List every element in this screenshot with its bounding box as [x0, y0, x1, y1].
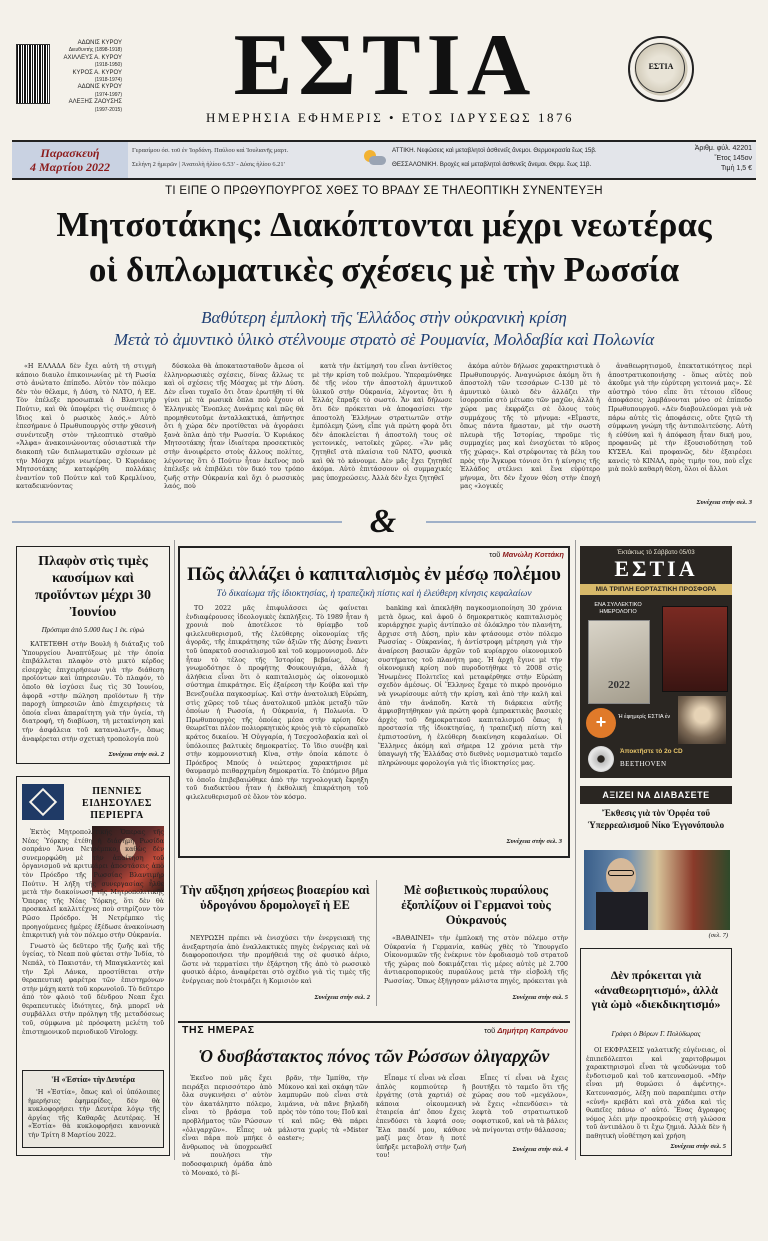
issue-number: Ἀριθμ. φύλ. 42201	[694, 145, 752, 152]
center-text-1: ΤΟ 2022 μᾶς ἐπιφυλάσσει ὡς φαίνεται ἐνδιαφέρουσες ἰδεολογικὲς ἐκπλήξεις. Τὸ 1989 ἦταν ἡ χρονιὰ ποὺ ἀποτέλεσε τὸ θρίαμβο τοῦ φιλελευθερισμοῦ, τῆς ἐλεύθερης οἰκονομίας τῆς ἀγορᾶς, τῆς ἐπικράτησης τῶν ἀξιῶν τῆς Δύσης ἔναντι τοῦ ὑπαρκτοῦ σοσιαλισμοῦ καὶ τοῦ κομμουνισμοῦ. Δὲν ἦταν τὸ τέλος τῆς Ἱστορίας βεβαίως, ὅπως γνωμοδότησε ὁ προφήτης Φουκουγιάμα, ἀλλὰ ἡ ἀλήθεια εἶναι ὅτι ὁ καπιταλισμὸς ὡς οἰκονομικὸ σύστημα ἐπικράτησε. Εἰς ἐξαίρεση τὴν Κούβα καὶ τὴν Βενεζουέλα παγκοσμίως. Καὶ στὴν ἀνατολικὴ Εὐρώπη, στὶς χῶρες τοῦ τέως ἀνατολικοῦ μπλὸκ μεταξὺ τῶν ὁποίων ἡ Ρωσσία, ἡ Οὐκρανία, ἡ Πολωνία. Ὁ Πρωθυπουργὸς τῆς ὁποίας μέσα στὴν κρίση δὲν θεωρεῖται πλέον πολιορκητικὸς κριὸς γιὰ τὸ εὐρωπαϊκὸ κράτος δικαίου. Ἡ Οὐγγαρία, ἡ Τσεχοσλοβακία καὶ οἱ ὑπόλοιπες βαλτικὲς δημοκρατίες. Τὸ ἴδιο συνέβη καὶ στὴν κομμουνιστικὴ Κίνα, στὴν ὁποία κάποτε ὁ Πρόεδρος Μπούς ὁ νεώτερος χαρακτήρισε μὲ θαυμασμὸ πειθαρχημένη δημοκρατία. Τὸ ἑπόμενο βῆμα τὸ ὁποῖο ἐπιβεβαιώθηκε ἀπὸ τὴν τεχνολογικὴ ἔκρηξη τοῦ διαδικτύου ἦταν ἡ ἐκθολική ἐπικράτηση τοῦ φιλελευθερισμοῦ σὲ ὅλον τὸν κόσμο.	[186, 604, 369, 802]
center-split-rule	[376, 880, 377, 1006]
plafon-title: Πλαφὸν στὶς τιμὲς καυσίμων καὶ προϊόντων μέχρι 30 Ἰουνίου	[35, 554, 151, 620]
center-author: Μανώλη Κοττάκη	[502, 550, 564, 559]
plafon-subtitle: Πρόστιμα ἀπὸ 5.000 ἕως 1 ἑκ. εὐρὼ	[41, 626, 145, 634]
promo-logo: ΕΣΤΙΑ	[614, 556, 698, 581]
right-column-rule	[575, 540, 576, 1160]
hestia-monday-title: 'Η «Ἑστία» τὴν Δευτέρα	[51, 1075, 135, 1084]
worth-header: ΑΞΙΖΕΙ ΝΑ ΔΙΑΒΑΣΕΤΕ	[602, 790, 710, 800]
biogas-title: Τὴν αὔξηση χρήσεως βιοαερίου καὶ ὑδρογόνου δρομολογεῖ ἡ ΕΕ	[180, 883, 370, 912]
pennies-text-2: Γνωστὸ ὡς δεῦτερο τῆς ζωῆς καὶ τῆς ὑγείας, τὸ Νεαπ ποὺ φύεται στὴν Ἰνδία, τὸ Νεπάλ, τὸ Πακιστάν, τὴ Μπαγκλαντὲς καὶ τὴν Σρὶ Λάνκα, προστίθεται στὴν θεραπευτικὴ φαρέτρα τῶν ἐπιστημόνων στὴν μάχη κατὰ τοῦ κορωνοϊοῦ. Τὸ δεῦτερο ἀπὸ τὸν φλοιὸ τοῦ δένδρου Νεαπ ἔχει θεραπευτικὲς ἰδιότητες, δηλ μπορεῖ νὰ συμβάλλει στὴν πρόληψη τῆς μεταδόσεως τοῦ, σύμφωνα μὲ πρόσφατη μελέτη τοῦ ἐπιστημονικοῦ περιοδικοῦ Virology.	[22, 941, 164, 1036]
center-title: Πῶς ἀλλάζει ὁ καπιταλισμὸς ἐν μέσῳ πολέμου	[187, 564, 561, 585]
day-text-3: Εἶπαμε τί εἶναι νὰ εἶσαι ἀπλὸς κομπιούτερ ἢ ἐργάτης (στὰ χαρτιά) σὲ κάποια οἰκουμενικὴ ἑταιρεία ἀπ' ὅπου ἔχεις ἐπενδύσει τὰ λεφτά σου; Ἔλα παιδί μου, κάθισε μαζί μας ὅταν ἡ ποτέ ὑπῆρξε μεταβολὴ στὴν ζωή του!	[376, 1074, 466, 1160]
plafon-text: ΚΑΤΕΤΕΘΗ στὴν Βουλὴ ἡ διάταξις τοῦ Ὑπουργείου Ἀναπτύξεως μὲ τὴν ὁποία ἐπιβάλλεται πλαφὸν στὸ μικτὸ κέρδος εἰσερχὰς ἐπιχειρήσεων γιὰ τὴν διάθεση προϊόντων καὶ ὑπηρεσιῶν. Τὸ πλαφόν, τὸ ὁποῖο θὰ ἰσχύσει ἕως τὶς 30 Ἰουνίου, ἀφορᾶ «στὴν πώληση προϊόντων ἢ τὴν παροχὴ ὑπηρεσιῶν ἀπὸ ἐπιχειρήσεις τὰ ὁποία εἶναι ἀπαραίτητη γιὰ τὴν ὑγεία, τὴ διατροφή, τὴ διαβίωση, τὴ μετακίνηση καὶ τὴν ἀσφάλεια τοῦ καταναλωτῆ», ὅπως ἀναφέρεται στὴν σχετικὴ τροπολογία ποὺ	[22, 640, 164, 743]
weather-sun-cloud-icon	[364, 150, 386, 170]
biogas-continued[interactable]: Συνέχεια στὴν σελ. 2	[314, 994, 370, 1001]
day-column-1	[182, 1074, 272, 1177]
promo-top-text: Ἐκτάκτως τὸ Σάββατο 05/03	[617, 549, 695, 556]
hestia-monday-text: 'Η «Ἑστία», ὅπως καὶ οἱ ὑπόλοιπες ἡμερήσιες ἐφημερίδες, δὲν θὰ κυκλοφορήσει τὴν Δευτέρα λόγῳ τῆς ἀργίας τῆς Καθαρᾶς Δευτέρας. Ἡ «Ἑστία» θὰ κυκλοφορήσει κανονικὰ τὴν Τρίτη 8 Μαρτίου 2022.	[28, 1088, 160, 1139]
soviet-text: «ΒΑΘΑΙΝΕΙ» τὴν ἐμπλοκή της στὸν πόλεμο στὴν Οὐκρανία ἡ Γερμανία, καθὼς χθὲς τὸ Ὑπουργεῖο Οἰκονομικῶν τῆς ἐνέκρινε τὸν ἐφοδιασμὸ τοῦ στρατοῦ τῆς χώρας ποὺ δοκιμάζεται τὶς μέρες αὐτὲς μὲ 2.700 ἀντιαεροπορικοὺς πυραύλους μετὰ τὴν εἰσβολὴ τῆς Ρωσσίας. Ὅπως ἐξήγησαν μάλιστα πηγές, πρόκειται γιὰ	[384, 934, 568, 985]
painter-suit	[596, 892, 648, 930]
pennies-text-1: Ἐκτὸς Μητροπολιτικῆς Ὄπερας τῆς Νέας Ὑόρκης ἐτέθη ἡ διάσημη Ρωσίδα σοπράνο Ἄννα Νετρέμπκο, καθὼς δὲν συνεμορφώθη μὲ τὴν ἀπαίτηση τοῦ ὀργανισμοῦ νὰ κριτικάρει ἀποστάσεις ἀπὸ τὸν Πρόεδρο τῆς Ρωσσίας Βλαντιμὴρ Πούτιν. Ἡ λήξη τῆς συνεργασίας ἦλθε μετὰ τὴν διακοίνωση τῆς Μητροπολιτικῆς Ὄπερας τῆς Νέας Ὑόρκης, ὅτι δὲν θὰ προσκαλεῖ καλλιτέχνες ποὺ στηρίζουν τὸν Ρῶσο Πρόεδρο. Ἡ Νετρέμπκο τὶς προηγούμενες ἡμέρες ἐξέδωσε ἀνακοίνωση ἐπικριτικὴ γιὰ τὸν πόλεμο στὴν Οὐκρανία.	[22, 828, 164, 940]
soviet-title: Μὲ σοβιετικοὺς πυραύλους ἐξοπλίζουν οἱ Γερμανοὶ τοὺς Οὐκρανούς	[401, 883, 551, 927]
day-column-3	[376, 1074, 466, 1160]
center-column-2	[378, 604, 562, 836]
seal-logo	[628, 36, 694, 102]
issue-info	[640, 144, 752, 174]
founder-4: ΑΔΩΝΙΣ ΚΥΡΟΥ	[77, 84, 122, 91]
volume-year: Ἔτος 145ον	[714, 155, 752, 162]
founder-1: ΑΔΩΝΙΣ ΚΥΡΟΥ	[77, 40, 122, 46]
day-author: Δημήτρη Καπράνου	[497, 1026, 568, 1035]
promo-composer: BEETHOVEN	[620, 760, 667, 768]
newspaper-subtitle: ΗΜΕΡΗΣΙΑ ΕΦΗΜΕΡΙΣ • ΕΤΟΣ ΙΔΡΥΣΕΩΣ 1876	[206, 110, 574, 125]
soviet-text-col	[384, 934, 568, 994]
opinion-title: Δὲν πρόκειται γιὰ «ἀναθεωρητισμό», ἀλλὰ γιὰ ὠμὸ «διεκδικητισμό»	[591, 968, 721, 1011]
lead-kicker: ΤΙ ΕΙΠΕ Ο ΠΡΩΘΥΠΟΥΡΓΟΣ ΧΘΕΣ ΤΟ ΒΡΑΔΥ ΣΕ ΤΗΛΕΟΠΤΙΚΗ ΣΥΝΕΝΤΕΥΞΗ	[165, 185, 603, 197]
founder-3-years: (1918-1974)	[94, 77, 122, 84]
opinion-byline: Γράφει ὁ Βύρων Γ. Πολύδωρας	[611, 1030, 701, 1038]
lead-text-1: «Η ΕΛΛΑΔΑ δὲν ἔχει αὐτὴ τὴ στιγμὴ κάποιο διαυλο ἐπικοινωνίας μὲ τὴ Ρωσία στὸ ἀνώτατο ἐπίπεδο. Αὐτὸν τὸν πόλεμο δὲν τὸν θέλαμε, ἡ Δύση, τὸ ΝΑΤΟ, ἡ ΕΕ. Τὸν ἐπέλεξε προσωπικὰ ὁ Βλαντιμὴρ Πούτιν, καὶ θὰ ὑποφέρει τὶς συνέπειες ὁ ἴδιος καὶ ὁ ρωσικὸς λαός.» Αὐτὸ ἐπεσήμανε ὁ Πρωθυπουργὸς στὴν χθεσινὴ συνέντευξη στὸν τηλεοπτικὸ σταθμὸ «Ἄλφα» ἀνακοινώνοντας οὐσιαστικὰ τὴν διακοπὴ τῶν διπλωματικῶν σχέσεων μὲ τὴν Μόσχα μέχρι νεωτέρας. Ὁ Κυριάκος Μητσοτάκης κατεφέρθη πολλάκις ἐναντίον τοῦ Πούτιν καὶ τοῦ Κρεμλίνου, καταδεικνύοντας	[16, 362, 156, 491]
founder-2-years: (1918-1950)	[94, 62, 122, 69]
day-byline	[382, 1026, 568, 1035]
weather-thessaloniki: ΘΕΣΣΑΛΟΝΙΚΗ. Βροχὲς καὶ μεταβλητοὶ ἀσθενεῖς ἄνεμοι. Θερμ. ἕως 11β.	[392, 161, 592, 168]
orange-badge-icon	[586, 708, 616, 738]
founder-4-years: (1974-1997)	[94, 91, 122, 98]
painting-image	[584, 850, 730, 930]
opinion-continued[interactable]: Συνέχεια στὴν σελ. 5	[670, 1143, 726, 1150]
lead-subheadline-2: Μετὰ τὸ ἀμυντικὸ ὑλικὸ στέλνουμε στρατὸ σὲ Ρουμανία, Μολδαβία καὶ Πολωνία	[113, 330, 655, 349]
soviet-continued[interactable]: Συνέχεια στὴν σελ. 5	[512, 994, 568, 1001]
lead-subheadline-1: Βαθύτερη ἐμπλοκὴ τῆς Ἑλλάδος στὴν οὐκρανικὴ κρίση	[201, 308, 567, 327]
promo-item-calendar: ΕΝΑ ΣΥΛΛΕΚΤΙΚΟ ΗΜΕΡΟΛΟΓΙΟ	[594, 602, 642, 615]
portrait-image	[678, 696, 726, 744]
day-text-4: Εἶπες τί εἶναι νὰ ἔχεις βουτήξει τὸ ταμεῖο ὅτι τῆς χώρας σου τοῦ «μεγάλου», νὰ ἔχεις «ἐπενδύσει» τὰ λεφτὰ τοῦ στρατιωτικοῦ σοφιστικοῦ, καὶ νὰ τὰ βάλεις νὰ πνίγονται στὴν θάλασσα;	[472, 1074, 568, 1134]
dateline-strip	[12, 140, 756, 180]
founders-list	[52, 40, 122, 114]
pennies-text-col	[22, 828, 164, 1066]
biogas-text: ΝΕΥΡΩΣΗ πρέπει νὰ ἐνισχύσει τὴν ἐνεργειακή της ἀνεξαρτησία ἀπὸ ἐναλλακτικὲς πηγὲς ἐνέργειας καὶ νὰ διαφοροποιήσει τὴν προμήθειά της σὲ φυσικὸ ἀέριο, ὥστε νὰ τερματίσει τὴν ἐξάρτηση τῆς ἀπὸ τὸ ρωσσικὸ φυσικὸ ἀέριο, ἀναφέρεται στὸ σχέδιο γιὰ τὶς τιμὲς τῆς ἐνέργειας ποὺ ἑτοιμάζει ἡ Κομισιὸν καὶ	[182, 934, 370, 985]
opinion-text: ΟΙ ΕΚΦΡΑΣΕΙΣ γαλατικῆς εὐγένειας, οἱ ἐπιπεδόλεπτοι καὶ χαριτοβρωμοι χαρακτηρισμοὶ εἶναι τὰ ψευδώνυμα τοῦ ἐνδοτισμοῦ καὶ τοῦ κατευνασμοῦ. «Μὴν εἶναι μὴ θυμώσει ὁ ἀφέντης». Κατευνασμός, λέξη ποὺ παραπέμπει στὴν «εὐνή» κρεβάτι καὶ στὰ χάδια καὶ τὶς θωπεῖες πάνω σ' αὐτό. Ἔνας ἄγραφος νόμος λέει μὴν προσκρούεις στὴ γλώσσα τοῦ ἀντιπάλου ὅ τι ἔχω ζημιά. Ἀλλὰ δὲν ἡ παθητικὴ υἱοθέτηση καὶ χρήση	[586, 1046, 726, 1140]
lead-text-4: ἀκόμα αὐτὸν δήλωσε χαρακτηριστικὰ ὁ Πρωθυπουργός. Ἀναγνώρισε ἀκόμη ὅτι ἡ ἀποστολὴ τῶν τεσσάρων C-130 μὲ τὸ ἀμυντικὸ ὑλικὸ δὲν ἀλλάζει τὴν ἰσορροπία στὸ μέτωπο τῶν μαχῶν, ἀλλὰ ἡ χώρα μας ἐκφράζει σὲ ὅλους τοὺς συμμάχους τῆς τὸ μήνυμα: «Εἴμαστε, ὅπως πάντα ἤμασταν, μὲ τὴν σωστὴ πλευρὰ τῆς Ἱστορίας, τηροῦμε τὶς συμμαχίες μας καὶ ἐνισχύεται τὸ κῦρος τῆς χώρας». Καὶ στρέφοντας τὰ βέλη του πρὸς τὴν Ἄγκυρα τόνισε ὅτι ἡ κίνησις τῆς Ἑλλάδος στέλνει καὶ ἕνα εὐρύτερο μήνυμα, ὅτι δὲν ἔχουν θέση στὴν ἐποχή μας «λογικές	[460, 362, 600, 491]
lead-headline-line2: οἱ διπλωματικὲς σχέσεις μὲ τὴν Ρωσσία	[88, 250, 680, 289]
book-image	[662, 606, 728, 692]
center-byline	[184, 550, 564, 559]
day-column-2	[278, 1074, 368, 1156]
lead-column-2	[164, 362, 304, 508]
calendar-image	[588, 620, 650, 704]
day-title: Ὁ δυσβάστακτος πόνος τῶν Ρώσσων ὀλιγαρχῶν	[198, 1046, 550, 1066]
cd-disc-icon	[588, 746, 614, 772]
lead-text-3: κατὰ τὴν ἐκτίμησή του εἶναι ἀντίθετος μὲ τὴν κρίση τοῦ πολέμου. Ὑπεραμύνθηκε δὲ τῆς νέου τὴν ἀποστολὴ ἀμυντικοῦ ὑλικοῦ στὴν Οὐκρανία, λέγοντας ὅτι ἡ Ἑλλάς ἔπραξε τὸ σωστό. Ἄν καὶ δήλωσε ὅτι δὲν πρόκειται νὰ ἀποφασίσει τὴν ἀποστολὴ Ἑλλήνων στρατιωτῶν στὴν ἐμπόλεμη ζώνη, εἶπε γιὰ πρώτη φορὰ ὅτι δὲν ἀποκλείεται ἡ ἀποστολὴ τους σὲ γειτονικές, νατοϊκὲς χῶρες. «Ἂν μᾶς ζητηθεῖ στὰ πλαίσια τοῦ ΝΑΤΟ, φυσικὰ καὶ θὰ τὸ κάνουμε. Δὲν μᾶς ἔχει ζητηθεῖ ἀκόμα. Αὐτὸ ἐπιτάσσουν οἱ συμμαχικές μας ὑποχρεώσεις. Ἀλλὰ δὲν ἔχει ζητηθεῖ	[312, 362, 452, 482]
ampersand-ornament: &	[369, 503, 397, 540]
founder-3: ΚΥΡΟΣ Α. ΚΥΡΟΥ	[72, 69, 122, 76]
masthead	[0, 0, 768, 140]
date: 4 Μαρτίου 2022	[29, 160, 111, 174]
day-continued[interactable]: Συνέχεια στὴν σελ. 4	[512, 1146, 568, 1153]
promo-item-paper: Ἡ ἐφημερίς ΕΣΤΙΑ ἐν	[618, 714, 671, 720]
opinion-text-col	[586, 1046, 726, 1142]
section-divider-right	[426, 521, 756, 523]
plafon-continued[interactable]: Συνέχεια στὴν σελ. 2	[108, 751, 164, 758]
newspaper-title: ΕΣΤΙΑ	[233, 17, 537, 114]
plafon-text-col	[22, 640, 164, 750]
founder-1-years: Διευθυντής (1898-1918)	[68, 47, 122, 54]
day-section-rule	[178, 1021, 570, 1023]
promo-cd-text: Ἀποκτῆστε τὸ 2ο CD	[620, 748, 683, 755]
price: Τιμὴ 1,5 €	[720, 165, 752, 172]
pennies-title: ΠΕΝΝΙΕΣ ΕΙΔΗΣΟΥΛΕΣ ΠΕΡΙΕΡΓΑ	[82, 786, 152, 821]
day-text-1: Ἐκεῖνο ποὺ μᾶς ἔχει πειράξει περισσότερο ἀπὸ ὅλα συγκινήσει σ' αὐτὸν τὸν ἀκατάληπτο πόλεμο, εἶναι τὸ βράσμα τοῦ προβλήματος τῶν Ρώσσων «ὀλιγαρχῶν». Εἶπες νὰ εἶναι πάρα ποὺ μπήκε ὁ ἄνθρωπος νὰ ὑποχρεωθεῖ νὰ πουλήσει τὴν ποδοσφαιρικὴ ὁμάδα ἀπὸ τὸ Μονακό, τὸ βί-	[182, 1074, 272, 1177]
worth-title: Ἔκθεσις γιὰ τὸν Ὀρφέα τοῦ Ὑπερρεαλισμοῦ Νίκο Ἐγγονόπουλο	[587, 808, 725, 830]
day-name: Παρασκευή	[40, 146, 100, 160]
founder-5: ΑΛΕΞΗΣ ΖΑΟΥΣΗΣ	[68, 99, 122, 106]
founder-2: ΑΧΙΛΛΕΥΣ Α. ΚΥΡΟΥ	[63, 54, 122, 61]
lead-continued[interactable]: Συνέχεια στὴν σελ. 3	[696, 499, 752, 506]
cloud-shape	[369, 156, 386, 165]
sun-moon-times: Σελήνη 2 ἡμερῶν | Ἀνατολὴ ἡλίου 6.53' - Δύσις ἡλίου 6.21'	[132, 161, 285, 168]
painter-glasses	[608, 870, 634, 876]
hestia-monday-text-col	[28, 1088, 160, 1144]
promo-ad[interactable]	[580, 546, 732, 778]
painter-head	[606, 858, 636, 894]
plus-sign: +	[595, 712, 607, 732]
ornament-diamond	[29, 788, 57, 816]
calendar-year: 2022	[608, 679, 630, 691]
center-column-1	[186, 604, 368, 850]
center-continued[interactable]: Συνέχεια στὴν σελ. 3	[506, 838, 562, 845]
promo-banner: ΜΙΑ ΤΡΙΠΛΗ ΕΟΡΤΑΣΤΙΚΗ ΠΡΟΣΦΟΡΑ	[580, 584, 732, 595]
day-column-4	[472, 1074, 568, 1144]
founder-5-years: (1997-2015)	[94, 106, 122, 113]
center-subtitle: Τὸ δικαίωμα τῆς ἰδιοκτησίας, ἡ τραπεζικὴ πίστις καὶ ἡ ἐλεύθερη κίνησις κεφαλαίων	[216, 588, 532, 599]
lead-text-2: δύσκολα θὰ ἀποκατασταθοῦν ἄμεσα οἱ ἑλληνορωσικὲς σχέσεις, δίνας ἄλλως τε καὶ οἱ σχέσεις τῆς Μόσχας μὲ τὴν Δύση. Δὲν εἶναι τυχαῖο ὅτι ὅταν ἐρωτήθη τί θὰ γίνει μὲ τὰ ρωσικὰ ὅπλα ποὺ ἔχουν οἱ Ἑλληνικὲς Ἔνοπλες Δυνάμεις καὶ πῶς θὰ προμηθευτοῦμε ἀνταλλακτικά, ἀπήντησε ὅτι ἡ χώρα δὲν προτίθεται νὰ ἀγοράσει ξανὰ ὅπλα ἀπὸ τὴν Ρωσσία. Ὁ Κυριάκος Μητσοτάκης ἦταν ἰδιαίτερα προσεκτικὸς στὴν ἀνοιφέρετο στοὺς ἄλλους πολίτες, λέγοντας ὅτι ὁ Πούτιν ἦταν ἐκεῖνος ποὺ ἐπέλεξε νὰ ἐπιβάλει τὸν δικό του τρόπο ζωῆς στὴν Οὐκρανία καὶ ὄχι ὁ ρωσσικὸς λαός, ποὺ	[164, 362, 304, 491]
center-byline-prefix: τοῦ	[489, 550, 501, 559]
section-divider-left	[12, 521, 342, 523]
biogas-text-col	[182, 934, 370, 994]
lead-headline-line1: Μητσοτάκης: Διακόπτονται μέχρι νεωτέρας	[56, 205, 712, 244]
lead-text-5: ἀναθεωρητισμοῦ, ἐπεκτατικότητος περὶ ἀποστρατικοποιήσης - ὅπως αὐτὲς ποὺ ἀκοῦμε γιὰ τὴν εὐρύτερη γειτονιά μας». Σὲ αὐστηρὸ τόνο εἶπε ὅτι τέτοιου εἴδους ἀποφάσεις λαμβάνονται μόνο σὲ ἐπίπεδο Πρωθυπουργοῦ. «Δὲν διαβουλεύομαι γιὰ νὰ πάρω αὐτὲς τὶς ἀποφάσεις, οὔτε ζητῶ τὴ σύμφωνη γνώμη τῆς ἀντιπολιτεύσης. Αὐτὴ ἡ εὐθύνη καὶ ἡ ἀπόφαση ἦταν δική μου, προφανῶς μὲ τὴν ἐξουσιοδότηση τοῦ ΚΥΣΕΑ. Καὶ προφανῶς, δὲν ἐξαιρέσει κανεὶς τὸ ΚΙΝΑΛ, πρὸς τιμήν του, ποὺ εἶχε μιὰ πολὺ καθαρὴ θέση, ὅλοι οἱ ἄλλοι	[608, 362, 752, 474]
worth-caption: (σελ. 7)	[708, 932, 728, 939]
saints-of-day: Γερασίμου όσ. τοῦ ἐν Ἰορδάνη. Παύλου καὶ Ἰουλιανῆς μαρτ.	[132, 147, 289, 154]
day-byline-prefix: τοῦ	[484, 1026, 496, 1035]
lead-column-4	[460, 362, 600, 508]
lead-column-1	[16, 362, 156, 508]
seal-text: ΕΣΤΙΑ	[648, 62, 674, 71]
lead-column-3	[312, 362, 452, 508]
pennies-ornament-icon	[22, 784, 64, 820]
barcode	[16, 44, 50, 104]
lead-column-5	[608, 362, 752, 498]
day-section-label: ΤΗΣ ΗΜΕΡΑΣ	[182, 1024, 255, 1036]
center-text-2: banking καὶ ἀπεκλήθη παγκοσμιοποίηση 30 χρόνια μετὰ ὅμως, καὶ ἀφοῦ ὁ δημοκρατικὸς καπιταλισμὸς κυριάρχησε χωρὶς ἀντίπαλο σὲ ὁλόκληρο τὸν πλανήτη, ἄρχισε στὴ Δύση, πρὶν κὰν φτάσουμε στὸν πόλεμο Ρωσσίας - Οὐκρανίας, ἡ ἀντίστροφη μέτρηση γιὰ τὴν ἀναίρεση βασικῶν ἀρχῶν τοῦ κυρίαρχου οἰκονομικοῦ συστήματος τοῦ πλανήτη μας. Ἡ ἀρχὴ ἔγινε μὲ τὴν οἰκονομικὴ κρίση ποὺ πυροδοτήθηκε τὸ 2008 στὶς Ἡνωμένες Πολιτεῖες καὶ μεταφέρθηκε στὴν Εὐρώπη σχεδὸν ἀμέσως. Οἱ Ἕλληνες ἔχαμε τὸ πικρὸ προνόμιο νὰ γνωρίσουμε αὐτὴ τὴν κρίση, καὶ ἀπὸ τὴν καλὴ καὶ ἀπὸ τὴν ἀνάποδη. Κατὰ τὴ διάρκεια αὐτῆς ἀμφισβητήθηκαν γιὰ πρώτη φορὰ ἐμπρακτικὰς βασικὲς ἀρχὲς τοῦ δημοκρατικοῦ καπιταλισμοῦ ὅπως ἡ προστασία τῆς ἰδιοκτησίας, ἡ τραπεζικὴ πίστη καὶ ἐμπιστοσύνη, ἡ ἐλεύθερη διακίνηση κεφαλαίων. Οἱ Ἕλληνες ἀκόμη καὶ σήμερα 12 χρόνια μετὰ τὴν ὑπαγωγὴ τῆς Ἑλλάδας στὸ διεθνὲς νομισματικὸ ταμεῖο πληρώνουμε φορολογία γιὰ τὶς ἰδιοκτησίες μας.	[378, 604, 562, 767]
weather-attica: ΑΤΤΙΚΗ. Νεφώσεις καὶ μεταβλητοὶ ἀσθενεῖς ἄνεμοι. Θερμοκρασία ἕως 15β.	[392, 147, 597, 154]
left-column-rule	[174, 540, 175, 1160]
day-text-2: βρᾶν, τὴν Ἰμπίθα, τὴν Μύκονο καὶ καὶ σκάφη τῶν λαμπυρῶν ποὺ εἶναι στὰ λιμάνια, νὰ πᾶνε βηλαδὴ πρὸς τὸν τόπο του; Ποῦ καὶ τί καὶ πῶς; Θὰ πάρει μάλιστα χωρὶς τὰ «Mister easter»;	[278, 1074, 368, 1143]
